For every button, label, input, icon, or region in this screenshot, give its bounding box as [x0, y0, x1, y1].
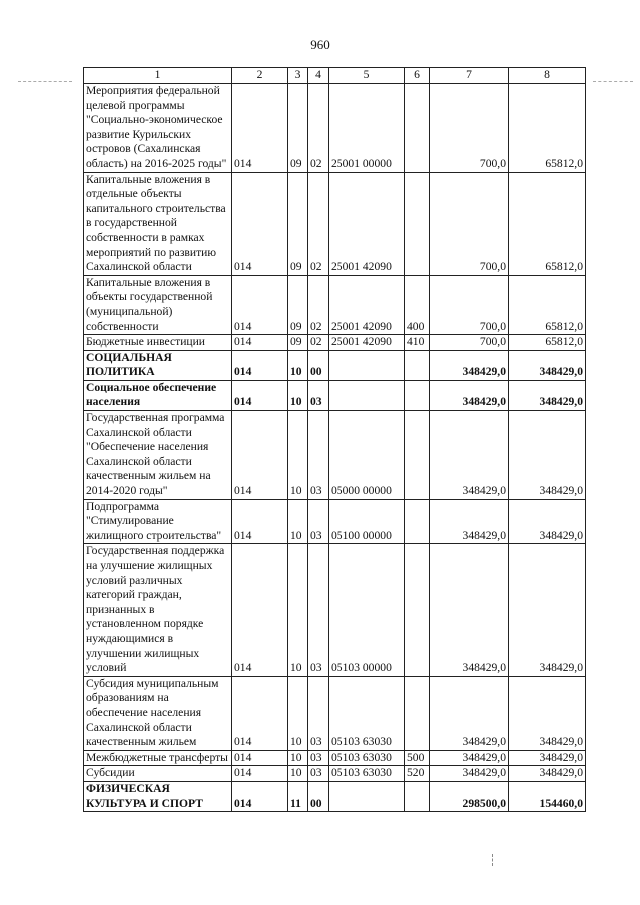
row-name-cell: Мероприятия федеральной целевой программы "Социально-экономическое развитие Курильских островов (Сахалинская область) на 2016-2025 годы" [84, 84, 232, 173]
column-header: 6 [405, 68, 430, 84]
target-article-cell: 05103 63030 [329, 750, 405, 766]
subsection-code-cell: 02 [308, 172, 329, 275]
margin-mark [492, 854, 493, 866]
amount-cell-1: 348429,0 [430, 380, 509, 410]
subsection-code-cell: 03 [308, 766, 329, 782]
subsection-code-cell: 00 [308, 781, 329, 811]
section-code-cell: 10 [288, 750, 308, 766]
target-article-cell [329, 350, 405, 380]
section-code-cell: 10 [288, 411, 308, 500]
amount-cell-2: 65812,0 [509, 335, 586, 351]
target-article-cell: 05103 63030 [329, 766, 405, 782]
section-code-cell: 10 [288, 350, 308, 380]
amount-cell-1: 348429,0 [430, 750, 509, 766]
expense-type-cell [405, 499, 430, 544]
section-code-cell: 10 [288, 766, 308, 782]
amount-cell-2: 348429,0 [509, 544, 586, 676]
dept-code-cell: 014 [232, 172, 288, 275]
dept-code-cell: 014 [232, 350, 288, 380]
dept-code-cell: 014 [232, 544, 288, 676]
section-code-cell: 09 [288, 84, 308, 173]
column-header: 7 [430, 68, 509, 84]
amount-cell-2: 348429,0 [509, 750, 586, 766]
target-article-cell [329, 781, 405, 811]
amount-cell-1: 700,0 [430, 335, 509, 351]
amount-cell-2: 348429,0 [509, 350, 586, 380]
table-row [84, 84, 586, 173]
expense-type-cell [405, 350, 430, 380]
amount-cell-1: 700,0 [430, 172, 509, 275]
amount-cell-1: 348429,0 [430, 350, 509, 380]
target-article-cell: 05103 63030 [329, 676, 405, 750]
amount-cell-2: 65812,0 [509, 84, 586, 173]
section-code-cell: 10 [288, 544, 308, 676]
target-article-cell: 25001 42090 [329, 335, 405, 351]
table-row [84, 275, 586, 334]
column-header: 1 [84, 68, 232, 84]
target-article-cell [329, 380, 405, 410]
amount-cell-1: 348429,0 [430, 544, 509, 676]
amount-cell-1: 348429,0 [430, 411, 509, 500]
amount-cell-1: 700,0 [430, 84, 509, 173]
dept-code-cell: 014 [232, 766, 288, 782]
row-name-cell: Государственная поддержка на улучшение жилищных условий различных категорий граждан, признанных в установленном порядке нуждающимися в улучшении жилищных условий [84, 544, 232, 676]
section-code-cell: 11 [288, 781, 308, 811]
column-header: 8 [509, 68, 586, 84]
amount-cell-1: 298500,0 [430, 781, 509, 811]
target-article-cell: 05000 00000 [329, 411, 405, 500]
amount-cell-1: 348429,0 [430, 499, 509, 544]
table-row [84, 380, 586, 410]
target-article-cell: 05103 00000 [329, 544, 405, 676]
row-name-cell: Субсидия муниципальным образованиям на обеспечение населения Сахалинской области качественным жильем [84, 676, 232, 750]
dept-code-cell: 014 [232, 380, 288, 410]
target-article-cell: 25001 00000 [329, 84, 405, 173]
amount-cell-2: 348429,0 [509, 411, 586, 500]
section-code-cell: 09 [288, 275, 308, 334]
row-name-cell: Бюджетные инвестиции [84, 335, 232, 351]
target-article-cell: 25001 42090 [329, 172, 405, 275]
dept-code-cell: 014 [232, 781, 288, 811]
table-row [84, 544, 586, 676]
column-header: 5 [329, 68, 405, 84]
target-article-cell: 25001 42090 [329, 275, 405, 334]
amount-cell-1: 348429,0 [430, 766, 509, 782]
dept-code-cell: 014 [232, 676, 288, 750]
expense-type-cell: 410 [405, 335, 430, 351]
table-row [84, 411, 586, 500]
row-name-cell: ФИЗИЧЕСКАЯ КУЛЬТУРА И СПОРТ [84, 781, 232, 811]
dept-code-cell: 014 [232, 84, 288, 173]
table-row [84, 172, 586, 275]
target-article-cell: 05100 00000 [329, 499, 405, 544]
dept-code-cell: 014 [232, 750, 288, 766]
margin-dash-left [18, 81, 72, 82]
row-name-cell: Субсидии [84, 766, 232, 782]
section-code-cell: 10 [288, 676, 308, 750]
section-code-cell: 09 [288, 172, 308, 275]
table-row [84, 766, 586, 782]
amount-cell-2: 65812,0 [509, 275, 586, 334]
subsection-code-cell: 03 [308, 411, 329, 500]
subsection-code-cell: 02 [308, 84, 329, 173]
margin-dash-right [593, 81, 633, 82]
amount-cell-2: 154460,0 [509, 781, 586, 811]
amount-cell-2: 348429,0 [509, 499, 586, 544]
column-header: 4 [308, 68, 329, 84]
page-number: 960 [310, 37, 330, 52]
expense-type-cell [405, 781, 430, 811]
subsection-code-cell: 03 [308, 544, 329, 676]
expense-type-cell: 500 [405, 750, 430, 766]
subsection-code-cell: 03 [308, 676, 329, 750]
section-code-cell: 10 [288, 499, 308, 544]
table-row [84, 781, 586, 811]
expense-type-cell [405, 84, 430, 173]
row-name-cell: Социальное обеспечение населения [84, 380, 232, 410]
subsection-code-cell: 02 [308, 275, 329, 334]
expense-type-cell [405, 676, 430, 750]
amount-cell-2: 348429,0 [509, 766, 586, 782]
amount-cell-1: 700,0 [430, 275, 509, 334]
table-row [84, 499, 586, 544]
table-row [84, 350, 586, 380]
column-header: 3 [288, 68, 308, 84]
section-code-cell: 09 [288, 335, 308, 351]
table-row [84, 750, 586, 766]
row-name-cell: СОЦИАЛЬНАЯ ПОЛИТИКА [84, 350, 232, 380]
section-code-cell: 10 [288, 380, 308, 410]
table-body [84, 84, 586, 812]
budget-table [83, 67, 586, 812]
row-name-cell: Капитальные вложения в отдельные объекты капитального строительства в государственной собственности в рамках мероприятий по развитию Сахалинской области [84, 172, 232, 275]
table-header-row [84, 68, 586, 84]
subsection-code-cell: 03 [308, 380, 329, 410]
expense-type-cell [405, 544, 430, 676]
row-name-cell: Подпрограмма "Стимулирование жилищного строительства" [84, 499, 232, 544]
subsection-code-cell: 02 [308, 335, 329, 351]
amount-cell-2: 348429,0 [509, 676, 586, 750]
row-name-cell: Межбюджетные трансферты [84, 750, 232, 766]
expense-type-cell [405, 411, 430, 500]
column-header: 2 [232, 68, 288, 84]
subsection-code-cell: 00 [308, 350, 329, 380]
dept-code-cell: 014 [232, 411, 288, 500]
expense-type-cell: 400 [405, 275, 430, 334]
expense-type-cell: 520 [405, 766, 430, 782]
subsection-code-cell: 03 [308, 750, 329, 766]
expense-type-cell [405, 172, 430, 275]
row-name-cell: Капитальные вложения в объекты государственной (муниципальной) собственности [84, 275, 232, 334]
row-name-cell: Государственная программа Сахалинской области "Обеспечение населения Сахалинской области качественным жильем на 2014-2020 годы" [84, 411, 232, 500]
dept-code-cell: 014 [232, 275, 288, 334]
amount-cell-2: 65812,0 [509, 172, 586, 275]
table-row [84, 335, 586, 351]
expense-type-cell [405, 380, 430, 410]
dept-code-cell: 014 [232, 499, 288, 544]
dept-code-cell: 014 [232, 335, 288, 351]
table-row [84, 676, 586, 750]
amount-cell-2: 348429,0 [509, 380, 586, 410]
subsection-code-cell: 03 [308, 499, 329, 544]
amount-cell-1: 348429,0 [430, 676, 509, 750]
